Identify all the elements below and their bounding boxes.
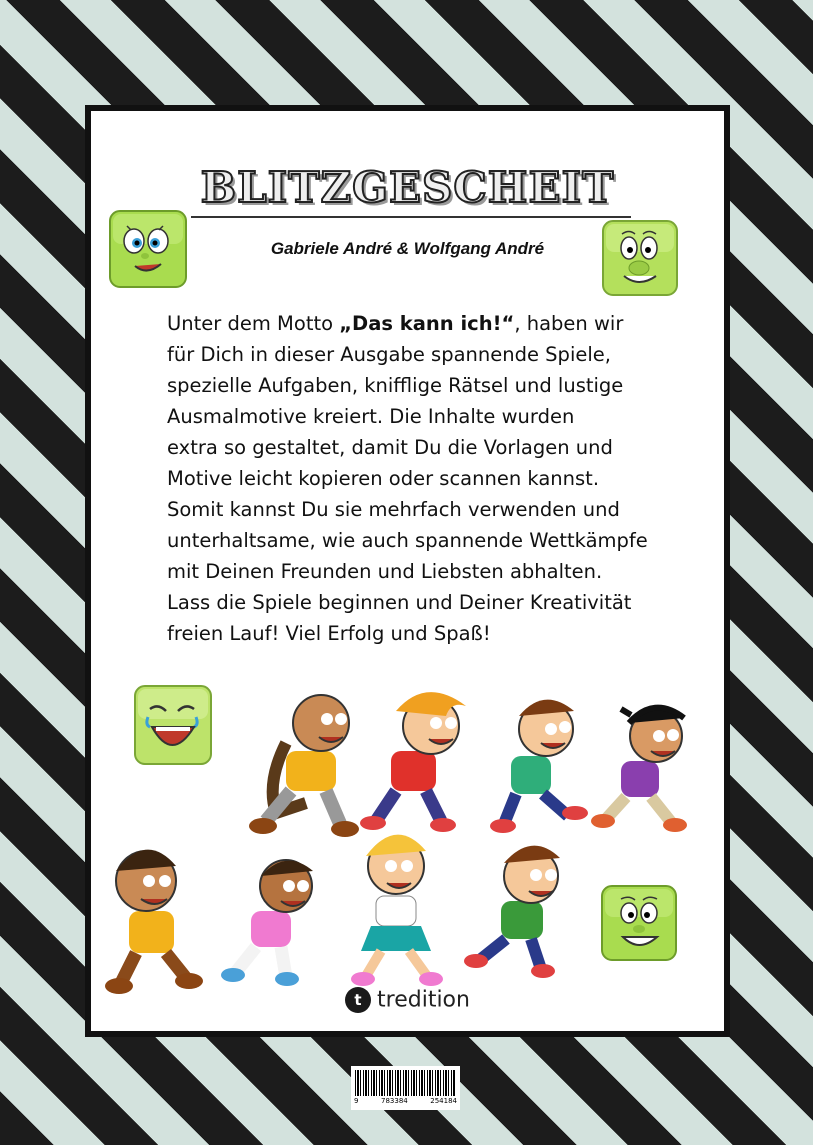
blurb-line: spezielle Aufgaben, knifflige Rätsel und lustige [167,374,624,397]
book-title: BLITZGESCHEIT [200,163,615,212]
blurb-line: Lass die Spiele beginnen und Deiner Kreativität [167,591,632,614]
blurb-line: unterhaltsame, wie auch spannende Wettkämpfe [167,529,648,552]
blurb-line: freien Lauf! Viel Erfolg und Spaß! [167,622,491,645]
child-runner-2 [360,692,466,832]
blurb-line: extra so gestaltet, damit Du die Vorlagen und [167,436,613,459]
child-runner-3 [490,700,588,833]
child-runner-8 [464,846,560,978]
barcode-digits [354,1097,457,1105]
child-runner-6 [221,860,313,986]
blurb-line-text: Unter dem Motto [167,312,340,335]
child-runner-5 [105,850,203,994]
child-runner-7 [351,835,443,986]
smiley-laughing-tears-icon [132,683,214,767]
child-runner-1 [249,695,359,837]
barcode-group-1: 783384 [381,1097,408,1105]
blurb-line: für Dich in dieser Ausgabe spannende Spiele, [167,343,611,366]
blurb-text [167,308,687,649]
barcode-group-2: 254184 [430,1097,457,1105]
child-runner-4 [591,708,687,832]
blurb-line: Motive leicht kopieren oder scannen kannst. [167,467,600,490]
book-authors: Gabriele André & Wolfgang André [270,239,545,258]
smiley-smile-icon [599,883,679,963]
blurb-line [167,308,687,339]
publisher-mark [91,987,724,1013]
isbn-barcode [351,1066,460,1110]
motto-text: „Das kann ich!“ [339,312,515,335]
title-underline [191,216,631,218]
cover-panel [85,105,730,1037]
publisher-name: tredition [377,987,470,1013]
barcode-lead-digit: 9 [354,1097,359,1105]
blurb-line: Ausmalmotive kreiert. Die Inhalte wurden [167,405,575,428]
publisher-logo-icon: t [345,987,371,1013]
barcode-bars [355,1070,456,1096]
blurb-line: Somit kannst Du sie mehrfach verwenden und [167,498,620,521]
blurb-line: mit Deinen Freunden und Liebsten abhalten. [167,560,603,583]
blurb-line-text: , haben wir [514,312,624,335]
